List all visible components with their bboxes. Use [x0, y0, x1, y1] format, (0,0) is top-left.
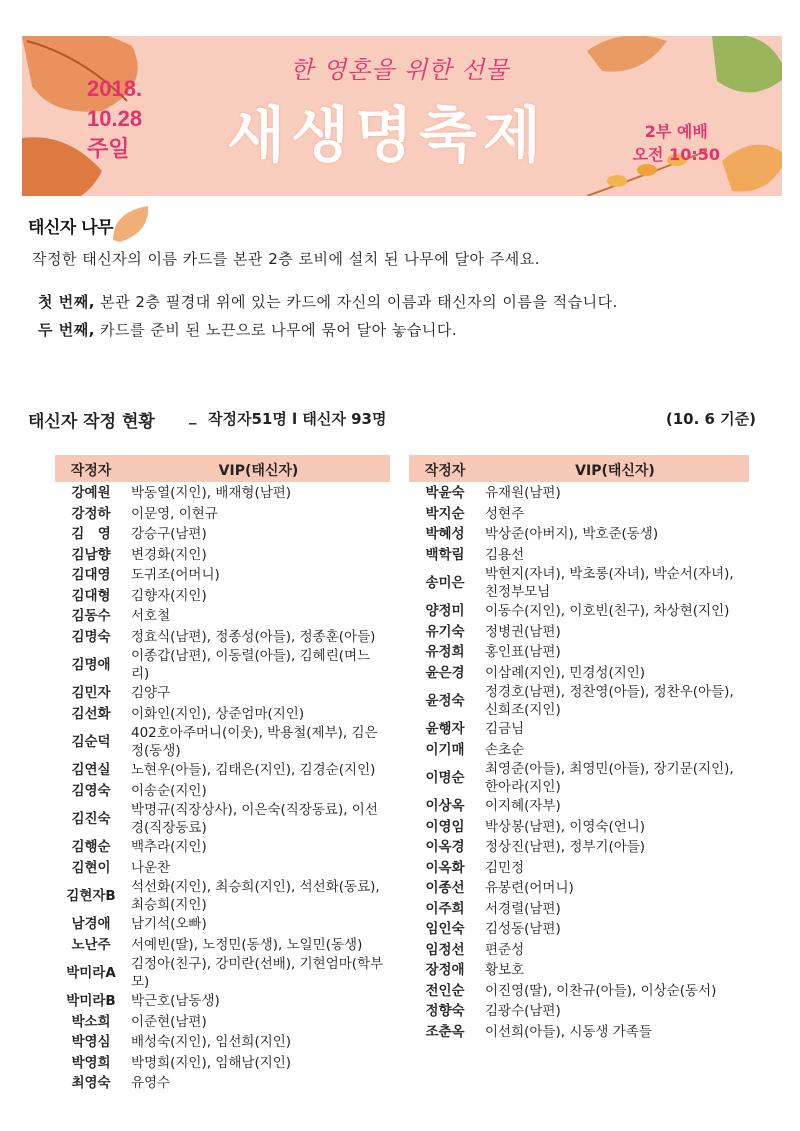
vip-names: 박상준(아버지), 박호준(동생) [485, 526, 659, 543]
author-name: 이명순 [425, 770, 465, 786]
table-row [55, 586, 390, 607]
table-header [409, 455, 749, 482]
author-name: 김순덕 [71, 734, 111, 750]
table-row [55, 781, 390, 802]
vip-names: 성현주 [485, 505, 525, 522]
vip-names: 배성숙(지인), 임선희(지인) [131, 1034, 292, 1051]
vip-names: 황보호 [485, 962, 525, 979]
event-date: 2018. 10.28 주일 [87, 76, 143, 161]
vip-names: 박상봉(남편), 이영숙(언니) [485, 818, 646, 835]
table-row [409, 504, 749, 525]
vip-names: 유봉련(어머니) [485, 880, 574, 897]
vip-names: 김양구 [131, 685, 171, 702]
table-row [55, 565, 390, 586]
table-body [55, 483, 390, 1094]
table-row [409, 545, 749, 566]
vip-names: 박명희(지인), 임해남(지인) [131, 1054, 292, 1071]
table-row [55, 647, 390, 683]
table-row [409, 565, 749, 601]
vip-names: 남기석(오빠) [131, 916, 207, 933]
author-column-header: 작정자 [70, 463, 112, 479]
author-name: 김선화 [71, 705, 111, 722]
status-counts: 작정자51명 l 태신자 93명 [208, 410, 387, 428]
table-row [55, 991, 390, 1012]
table-row [409, 796, 749, 817]
author-name: 이기매 [425, 741, 465, 758]
author-name: 김대형 [71, 587, 111, 604]
author-name: 임인숙 [425, 921, 465, 938]
step-one: 첫 번째, 본관 2층 필경대 위에 있는 카드에 자신의 이름과 태신자의 이름을 적습니다. [38, 293, 618, 311]
title-separator: _ [189, 407, 197, 425]
vip-names: 이지혜(자부) [485, 798, 561, 815]
status-title: 태신자 작정 현황 [28, 412, 155, 432]
author-name: 김현자B [66, 888, 116, 904]
vip-names: 박현지(자녀), 박초롱(자녀), 박순서(자녀), 친정부모님 [485, 566, 734, 600]
author-name: 백학림 [425, 546, 465, 563]
author-name: 양정미 [425, 603, 465, 620]
table-header [55, 455, 390, 482]
author-name: 남경애 [71, 916, 111, 933]
festival-banner [22, 36, 782, 196]
table-row [409, 683, 749, 719]
table-row [409, 1022, 749, 1043]
author-name: 윤정숙 [425, 693, 465, 709]
vip-names: 홍인표(남편) [485, 644, 561, 661]
table-row [409, 981, 749, 1002]
author-name: 강예원 [71, 485, 111, 502]
table-row [409, 719, 749, 740]
vip-names: 도귀조(어머니) [131, 567, 220, 584]
tree-steps [38, 288, 618, 344]
vip-names: 석선화(지인), 최승희(지인), 석선화(동료), 최승희(지인) [131, 879, 380, 913]
vip-names: 노현우(아들), 김태은(지인), 김경순(지인) [131, 762, 376, 779]
table-row [55, 955, 390, 991]
author-name: 박영심 [71, 1034, 111, 1051]
vip-names: 유영수 [131, 1075, 171, 1092]
table-row [55, 1032, 390, 1053]
table-row [55, 606, 390, 627]
vip-names: 나운찬 [131, 859, 171, 876]
vip-names: 편준성 [485, 941, 525, 958]
table-row [409, 919, 749, 940]
vip-column-header: VIP(태신자) [218, 463, 299, 479]
author-name: 유기숙 [425, 623, 465, 640]
tree-section-title: 태신자 나무 [28, 218, 114, 238]
table-row [55, 1073, 390, 1094]
author-name: 이옥화 [425, 859, 465, 876]
table-row [409, 663, 749, 684]
vip-names: 유재원(남편) [485, 485, 561, 502]
table-row [409, 740, 749, 761]
vip-names: 이송순(지인) [131, 782, 207, 799]
author-name: 김영숙 [71, 782, 111, 799]
author-name: 정향숙 [425, 1003, 465, 1020]
author-name: 이옥경 [425, 839, 465, 856]
vip-names: 김향자(지인) [131, 587, 207, 604]
vip-names: 이종갑(남편), 이동렬(아들), 김혜린(며느리) [131, 648, 371, 682]
author-name: 김대영 [71, 567, 111, 584]
author-name: 김 영 [71, 526, 111, 543]
author-name: 최영숙 [71, 1075, 111, 1092]
vip-names: 박근호(남동생) [131, 993, 220, 1010]
vip-names: 박동열(지인), 배재형(남편) [131, 485, 292, 502]
table-row [55, 627, 390, 648]
vip-names: 백추라(지인) [131, 839, 207, 856]
table-row [409, 837, 749, 858]
table-row [55, 935, 390, 956]
author-name: 유정희 [425, 644, 465, 661]
table-row [55, 704, 390, 725]
author-name: 박미라B [66, 993, 116, 1010]
author-name: 김민자 [71, 685, 111, 702]
author-column-header: 작정자 [424, 463, 466, 479]
vip-names: 서호철 [131, 608, 171, 625]
author-name: 이주희 [425, 900, 465, 917]
vip-names: 김정아(친구), 강미란(선배), 기현엄마(학부모) [131, 956, 384, 990]
author-name: 송미은 [425, 575, 465, 591]
table-row [55, 545, 390, 566]
author-name: 이상옥 [425, 798, 465, 815]
vip-names: 최영준(아들), 최영민(아들), 장기문(지인), 한아라(지인) [485, 761, 734, 795]
vip-names: 402호아주머니(이웃), 박용철(제부), 김은정(동생) [131, 725, 378, 759]
banner-title: 새생명축제 [227, 101, 547, 171]
vip-names: 정효식(남편), 정종성(아들), 정종훈(아들) [131, 628, 376, 645]
table-row [55, 837, 390, 858]
author-name: 전인순 [425, 982, 465, 999]
author-name: 노난주 [71, 936, 111, 953]
autumn-leaf-icon [712, 131, 782, 196]
vip-names: 이문영, 이현규 [131, 505, 218, 522]
vip-names: 서예빈(딸), 노정민(동생), 노일민(동생) [131, 936, 363, 953]
vip-names: 이동수(지인), 이호빈(친구), 차상현(지인) [485, 603, 730, 620]
table-row [409, 622, 749, 643]
author-name: 이종선 [425, 880, 465, 897]
author-name: 박소희 [71, 1013, 111, 1030]
autumn-leaf-icon [582, 36, 672, 76]
vip-names: 이선희(아들), 시동생 가족들 [485, 1023, 652, 1040]
table-row [409, 524, 749, 545]
table-row [409, 642, 749, 663]
table-row [55, 683, 390, 704]
table-row [55, 760, 390, 781]
table-row [409, 760, 749, 796]
vip-names: 정상진(남편), 정부기(아들) [485, 839, 646, 856]
table-row [409, 858, 749, 879]
table-body [409, 483, 749, 1042]
vip-names: 박명규(직장상사), 이은숙(직장동료), 이선경(직장동료) [131, 802, 378, 836]
vip-names: 이준현(남편) [131, 1013, 207, 1030]
author-name: 김현이 [71, 859, 111, 876]
table-row [409, 483, 749, 504]
table-row [409, 878, 749, 899]
table-row [409, 817, 749, 838]
service-time: 2부 예배 오전 10:50 [632, 122, 720, 164]
table-row [55, 504, 390, 525]
table-row [55, 914, 390, 935]
vip-table-right [409, 455, 749, 1042]
vip-names: 김성동(남편) [485, 921, 561, 938]
author-name: 김행순 [71, 839, 111, 856]
vip-names: 이삼례(지인), 민경성(지인) [485, 664, 646, 681]
vip-names: 정병권(남편) [485, 623, 561, 640]
author-name: 강정하 [71, 505, 111, 522]
author-name: 박혜성 [425, 526, 465, 543]
vip-names: 김용선 [485, 546, 525, 563]
step-two: 두 번째, 카드를 준비 된 노끈으로 나무에 묶어 달아 놓습니다. [38, 321, 458, 339]
author-name: 김연실 [71, 762, 111, 779]
status-header [28, 407, 756, 431]
vip-names: 김민정 [485, 859, 525, 876]
author-name: 윤은경 [425, 664, 465, 681]
author-name: 윤행자 [425, 721, 465, 738]
vip-names: 손초순 [485, 741, 525, 758]
author-name: 장정애 [425, 962, 465, 979]
table-row [55, 524, 390, 545]
tree-intro-text: 작정한 태신자의 이름 카드를 본관 2층 로비에 설치 된 나무에 달아 주세요. [32, 250, 540, 268]
vip-names: 변경화(지인) [131, 546, 207, 563]
table-row [409, 960, 749, 981]
author-name: 김명애 [71, 657, 111, 673]
author-name: 김남향 [71, 546, 111, 563]
table-row [409, 899, 749, 920]
author-name: 박미라A [66, 965, 116, 981]
autumn-leaf-icon [702, 36, 782, 106]
vip-column-header: VIP(태신자) [575, 463, 655, 479]
table-row [409, 1001, 749, 1022]
vip-names: 정경호(남편), 정찬영(아들), 정찬우(아들), 신희조(지인) [485, 684, 734, 718]
author-name: 조춘옥 [425, 1023, 465, 1040]
table-row [55, 483, 390, 504]
banner-subtitle: 한 영혼을 위한 선물 [290, 56, 510, 84]
author-name: 박윤숙 [425, 485, 465, 502]
vip-names: 강승구(남편) [131, 526, 207, 543]
vip-table-left [55, 455, 390, 1094]
table-row [55, 1012, 390, 1033]
author-name: 김진숙 [71, 811, 111, 827]
table-row [55, 1053, 390, 1074]
author-name: 임정선 [425, 941, 465, 958]
author-name: 김동수 [71, 608, 111, 625]
author-name: 박지순 [425, 505, 465, 522]
vip-names: 김광수(남편) [485, 1003, 561, 1020]
table-row [55, 858, 390, 879]
vip-names: 서경렬(남편) [485, 900, 561, 917]
table-row [409, 940, 749, 961]
table-row [55, 724, 390, 760]
table-row [409, 601, 749, 622]
table-row [55, 801, 390, 837]
author-name: 이영임 [425, 818, 465, 835]
author-name: 김명숙 [71, 628, 111, 645]
author-name: 박영희 [71, 1054, 111, 1071]
table-row [55, 878, 390, 914]
autumn-leaf-icon [108, 202, 153, 244]
vip-names: 김금님 [485, 721, 525, 738]
vip-names: 이진영(딸), 이찬규(아들), 이상순(동서) [485, 982, 717, 999]
status-as-of-date: (10. 6 기준) [665, 410, 756, 428]
vip-names: 이화인(지인), 상준엄마(지인) [131, 705, 305, 722]
